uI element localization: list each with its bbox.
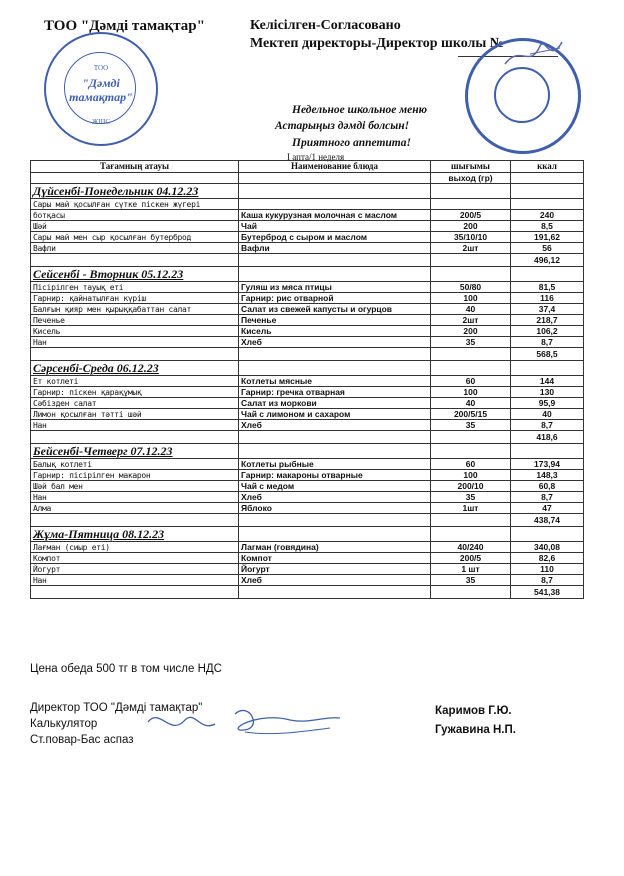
empty-cell bbox=[239, 444, 431, 459]
subheader-empty bbox=[239, 173, 431, 184]
dish-name-ru: Каша кукурузная молочная с маслом bbox=[239, 210, 431, 221]
dish-name-ru: Чай с медом bbox=[239, 481, 431, 492]
dish-portion: 200/5 bbox=[431, 210, 511, 221]
dish-kcal: 144 bbox=[511, 376, 584, 387]
table-row bbox=[31, 243, 584, 254]
dish-kcal: 40 bbox=[511, 409, 584, 420]
empty-cell bbox=[239, 267, 431, 282]
dish-kcal: 191,62 bbox=[511, 232, 584, 243]
dish-portion: 200 bbox=[431, 326, 511, 337]
empty-cell bbox=[511, 527, 584, 542]
company-stamp bbox=[44, 32, 158, 146]
dish-name-kz: Сары май мен сыр қосылған бутерброд bbox=[31, 232, 239, 243]
table-subheader-row bbox=[31, 173, 584, 184]
dish-name-kz: Гарнир: қайнатылған күріш bbox=[31, 293, 239, 304]
empty-cell bbox=[239, 184, 431, 199]
stamp-name-line-1: "Дәмді bbox=[82, 76, 120, 90]
dish-name-kz: Балғын қияр мен қырыққабаттан салат bbox=[31, 304, 239, 315]
dish-name-kz: Гарнир: пісірілген макарон bbox=[31, 470, 239, 481]
dish-portion: 35/10/10 bbox=[431, 232, 511, 243]
dish-name-ru: Йогурт bbox=[239, 564, 431, 575]
dish-kcal: 130 bbox=[511, 387, 584, 398]
dish-name-kz: Компот bbox=[31, 553, 239, 564]
empty-cell bbox=[31, 348, 239, 361]
dish-name-ru: Хлеб bbox=[239, 420, 431, 431]
dish-name-ru: Вафли bbox=[239, 243, 431, 254]
dish-kcal bbox=[511, 199, 584, 210]
dish-kcal: 218,7 bbox=[511, 315, 584, 326]
day-total-row bbox=[31, 586, 584, 599]
dish-portion: 2шт bbox=[431, 243, 511, 254]
dish-name-ru: Гарнир: макароны отварные bbox=[239, 470, 431, 481]
dish-name-ru: Чай bbox=[239, 221, 431, 232]
dish-portion: 40/240 bbox=[431, 542, 511, 553]
empty-cell bbox=[511, 267, 584, 282]
dish-kcal: 60,8 bbox=[511, 481, 584, 492]
empty-cell bbox=[239, 586, 431, 599]
empty-cell bbox=[431, 254, 511, 267]
day-total-kcal: 568,5 bbox=[511, 348, 584, 361]
dish-name-ru: Яблоко bbox=[239, 503, 431, 514]
dish-name-ru: Гарнир: рис отварной bbox=[239, 293, 431, 304]
empty-cell bbox=[431, 267, 511, 282]
lunch-price: Цена обеда 500 тг в том числе НДС bbox=[30, 663, 222, 675]
dish-kcal: 95,9 bbox=[511, 398, 584, 409]
dish-kcal: 110 bbox=[511, 564, 584, 575]
dish-name-kz: Нан bbox=[31, 420, 239, 431]
table-row bbox=[31, 304, 584, 315]
day-row bbox=[31, 527, 584, 542]
day-name: Жұма-Пятница 08.12.23 bbox=[31, 527, 239, 542]
dish-name-kz: Шәй бал мен bbox=[31, 481, 239, 492]
empty-cell bbox=[239, 254, 431, 267]
school-stamp-emblem bbox=[494, 67, 550, 123]
dish-name-kz: Нан bbox=[31, 337, 239, 348]
dish-name-kz: Вафли bbox=[31, 243, 239, 254]
dish-name-kz: Алма bbox=[31, 503, 239, 514]
dish-name-ru: Салат из свежей капусты и огурцов bbox=[239, 304, 431, 315]
header-kz-name: Тағамның атауы bbox=[31, 161, 239, 173]
menu-table bbox=[30, 160, 584, 599]
dish-kcal: 8,7 bbox=[511, 420, 584, 431]
empty-cell bbox=[431, 431, 511, 444]
day-total-row bbox=[31, 348, 584, 361]
day-name: Сәрсенбі-Среда 06.12.23 bbox=[31, 361, 239, 376]
empty-cell bbox=[239, 431, 431, 444]
dish-name-ru: Салат из моркови bbox=[239, 398, 431, 409]
day-total-kcal: 541,38 bbox=[511, 586, 584, 599]
company-name: ТОО "Дәмді тамақтар" bbox=[44, 18, 205, 34]
day-name: Сейсенбі - Вторник 05.12.23 bbox=[31, 267, 239, 282]
empty-cell bbox=[431, 527, 511, 542]
header-portion: шығымы bbox=[431, 161, 511, 173]
dish-name-kz: Печенье bbox=[31, 315, 239, 326]
dish-portion: 40 bbox=[431, 398, 511, 409]
day-row bbox=[31, 444, 584, 459]
dish-portion: 35 bbox=[431, 420, 511, 431]
dish-name-ru: Хлеб bbox=[239, 492, 431, 503]
day-total-kcal: 496,12 bbox=[511, 254, 584, 267]
table-row bbox=[31, 503, 584, 514]
table-row bbox=[31, 420, 584, 431]
dish-name-kz: Кисель bbox=[31, 326, 239, 337]
subheader-empty bbox=[511, 173, 584, 184]
empty-cell bbox=[431, 361, 511, 376]
dish-name-kz: Нан bbox=[31, 492, 239, 503]
empty-cell bbox=[431, 348, 511, 361]
dish-kcal: 47 bbox=[511, 503, 584, 514]
dish-portion: 50/80 bbox=[431, 282, 511, 293]
day-total-row bbox=[31, 254, 584, 267]
dish-name-ru: Гуляш из мяса птицы bbox=[239, 282, 431, 293]
dish-name-ru: Хлеб bbox=[239, 337, 431, 348]
dish-portion: 100 bbox=[431, 470, 511, 481]
cook-label: Ст.повар-Бас аспаз bbox=[30, 734, 134, 746]
dish-kcal: 8,5 bbox=[511, 221, 584, 232]
dish-portion: 200/10 bbox=[431, 481, 511, 492]
dish-name-kz: Гарнир: піскен қарақұмық bbox=[31, 387, 239, 398]
dish-name-ru: Бутерброд с сыром и маслом bbox=[239, 232, 431, 243]
day-total-kcal: 418,6 bbox=[511, 431, 584, 444]
cook-name: Гужавина Н.П. bbox=[435, 724, 516, 736]
dish-name-kz: ботқасы bbox=[31, 210, 239, 221]
dish-name-ru: Гарнир: гречка отварная bbox=[239, 387, 431, 398]
dish-portion: 35 bbox=[431, 492, 511, 503]
dish-name-kz: Лағман (сиыр еті) bbox=[31, 542, 239, 553]
day-row bbox=[31, 361, 584, 376]
dish-portion: 35 bbox=[431, 337, 511, 348]
header-portion-sub: выход (гр) bbox=[431, 173, 511, 184]
dish-portion: 100 bbox=[431, 387, 511, 398]
dish-kcal: 37,4 bbox=[511, 304, 584, 315]
header-kcal: ккал bbox=[511, 161, 584, 173]
table-row bbox=[31, 326, 584, 337]
table-row bbox=[31, 481, 584, 492]
approval-director-line: Мектеп директоры-Директор школы № bbox=[250, 36, 504, 51]
day-row bbox=[31, 184, 584, 199]
menu-wish-kz: Астарыңыз дәмді болсын! bbox=[275, 120, 410, 132]
footer-signatures bbox=[140, 702, 350, 747]
table-row bbox=[31, 575, 584, 586]
empty-cell bbox=[239, 514, 431, 527]
table-row bbox=[31, 210, 584, 221]
table-row bbox=[31, 409, 584, 420]
table-row bbox=[31, 282, 584, 293]
dish-portion: 200/5 bbox=[431, 553, 511, 564]
day-total-row bbox=[31, 431, 584, 444]
day-name: Бейсенбі-Четверг 07.12.23 bbox=[31, 444, 239, 459]
dish-name-ru: Компот bbox=[239, 553, 431, 564]
empty-cell bbox=[431, 514, 511, 527]
dish-kcal: 8,7 bbox=[511, 492, 584, 503]
table-row bbox=[31, 232, 584, 243]
stamp-bottom-text: ЖШС bbox=[91, 118, 110, 126]
dish-name-ru: Кисель bbox=[239, 326, 431, 337]
dish-portion: 100 bbox=[431, 293, 511, 304]
dish-portion: 200/5/15 bbox=[431, 409, 511, 420]
dish-name-ru: Чай с лимоном и сахаром bbox=[239, 409, 431, 420]
day-row bbox=[31, 267, 584, 282]
empty-cell bbox=[431, 586, 511, 599]
dish-portion: 60 bbox=[431, 459, 511, 470]
menu-title: Недельное школьное меню bbox=[292, 104, 428, 116]
dish-name-ru: Лагман (говядина) bbox=[239, 542, 431, 553]
dish-name-kz: Шәй bbox=[31, 221, 239, 232]
dish-name-ru: Котлеты мясные bbox=[239, 376, 431, 387]
table-row bbox=[31, 315, 584, 326]
empty-cell bbox=[511, 444, 584, 459]
dish-portion: 35 bbox=[431, 575, 511, 586]
director-signature bbox=[500, 34, 570, 74]
dish-kcal: 8,7 bbox=[511, 337, 584, 348]
table-row bbox=[31, 221, 584, 232]
day-name: Дүйсенбі-Понедельник 04.12.23 bbox=[31, 184, 239, 199]
empty-cell bbox=[31, 514, 239, 527]
day-total-row bbox=[31, 514, 584, 527]
dish-name-kz: Лимон қосылған тәтті шәй bbox=[31, 409, 239, 420]
empty-cell bbox=[239, 361, 431, 376]
dish-portion: 40 bbox=[431, 304, 511, 315]
dish-kcal: 340,08 bbox=[511, 542, 584, 553]
dish-name-ru: Хлеб bbox=[239, 575, 431, 586]
empty-cell bbox=[431, 444, 511, 459]
dish-name-kz: Ет котлеті bbox=[31, 376, 239, 387]
dish-portion bbox=[431, 199, 511, 210]
dish-name-ru: Печенье bbox=[239, 315, 431, 326]
empty-cell bbox=[31, 586, 239, 599]
day-total-kcal: 438,74 bbox=[511, 514, 584, 527]
dish-portion: 2шт bbox=[431, 315, 511, 326]
empty-cell bbox=[431, 184, 511, 199]
dish-kcal: 173,94 bbox=[511, 459, 584, 470]
week-label: I апта/1 неделя bbox=[287, 152, 345, 162]
dish-kcal: 148,3 bbox=[511, 470, 584, 481]
table-row bbox=[31, 470, 584, 481]
director-label: Директор ТОО "Дәмді тамақтар" bbox=[30, 702, 203, 714]
dish-name-kz: Нан bbox=[31, 575, 239, 586]
dish-kcal: 240 bbox=[511, 210, 584, 221]
table-row bbox=[31, 337, 584, 348]
table-row bbox=[31, 387, 584, 398]
dish-kcal: 82,6 bbox=[511, 553, 584, 564]
dish-portion: 1шт bbox=[431, 503, 511, 514]
dish-kcal: 8,7 bbox=[511, 575, 584, 586]
dish-kcal: 81,5 bbox=[511, 282, 584, 293]
table-row bbox=[31, 553, 584, 564]
table-header-row bbox=[31, 161, 584, 173]
table-row bbox=[31, 199, 584, 210]
dish-name-ru: Котлеты рыбные bbox=[239, 459, 431, 470]
table-row bbox=[31, 492, 584, 503]
empty-cell bbox=[511, 184, 584, 199]
dish-name-kz: Балық котлеті bbox=[31, 459, 239, 470]
dish-portion: 60 bbox=[431, 376, 511, 387]
dish-name-kz: Сәбізден салат bbox=[31, 398, 239, 409]
calculator-label: Калькулятор bbox=[30, 718, 98, 730]
empty-cell bbox=[31, 431, 239, 444]
dish-kcal: 116 bbox=[511, 293, 584, 304]
subheader-empty bbox=[31, 173, 239, 184]
table-row bbox=[31, 398, 584, 409]
dish-name-kz: Пісірілген тауық еті bbox=[31, 282, 239, 293]
stamp-small-text: ТОО bbox=[93, 64, 109, 72]
table-row bbox=[31, 459, 584, 470]
director-name: Каримов Г.Ю. bbox=[435, 705, 512, 717]
dish-kcal: 106,2 bbox=[511, 326, 584, 337]
dish-portion: 1 шт bbox=[431, 564, 511, 575]
table-row bbox=[31, 542, 584, 553]
table-row bbox=[31, 293, 584, 304]
menu-wish-ru: Приятного аппетита! bbox=[292, 137, 411, 149]
dish-kcal: 56 bbox=[511, 243, 584, 254]
table-row bbox=[31, 564, 584, 575]
dish-portion: 200 bbox=[431, 221, 511, 232]
approval-heading: Келісілген-Согласовано bbox=[250, 18, 401, 33]
empty-cell bbox=[31, 254, 239, 267]
dish-name-ru bbox=[239, 199, 431, 210]
empty-cell bbox=[239, 348, 431, 361]
dish-name-kz: Сары май қосылған сүтке піскен жүгері bbox=[31, 199, 239, 210]
stamp-name-line-2: тамақтар" bbox=[69, 90, 133, 104]
empty-cell bbox=[239, 527, 431, 542]
header-ru-name: Наименование блюда bbox=[239, 161, 431, 173]
empty-cell bbox=[511, 361, 584, 376]
table-row bbox=[31, 376, 584, 387]
dish-name-kz: Йогурт bbox=[31, 564, 239, 575]
